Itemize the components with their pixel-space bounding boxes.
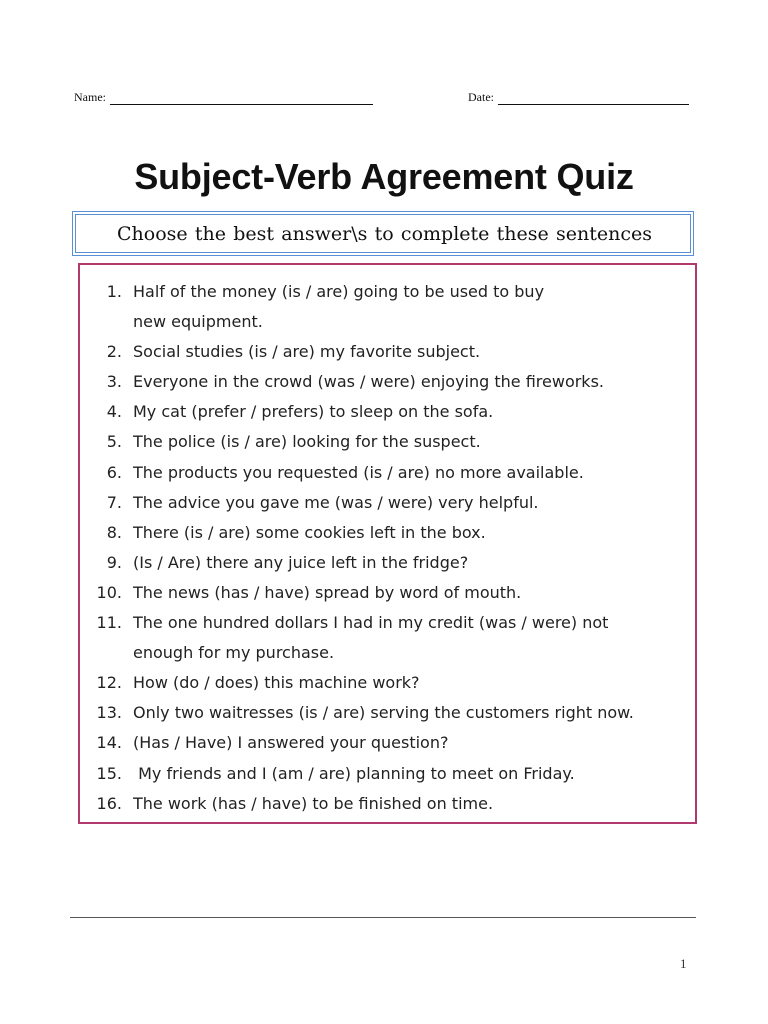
question-number: 16. xyxy=(96,793,122,813)
question-item xyxy=(80,789,695,819)
question-item xyxy=(80,668,695,698)
question-text: Social studies (is / are) my favorite subject. xyxy=(133,342,481,362)
question-number: 3. xyxy=(106,372,122,392)
name-blank-line xyxy=(110,90,373,105)
question-text: The products you requested (is / are) no more available. xyxy=(133,462,584,482)
question-text: The police (is / are) looking for the suspect. xyxy=(133,432,481,452)
question-number: 11. xyxy=(96,613,122,633)
question-number xyxy=(80,307,122,337)
question-item xyxy=(80,548,695,578)
question-item xyxy=(80,458,695,488)
question-item xyxy=(80,578,695,608)
question-text: My friends and I (am / are) planning to meet on Friday. xyxy=(133,763,575,783)
footer-divider xyxy=(70,917,696,918)
question-item-continuation xyxy=(80,638,695,668)
question-text: My cat (prefer / prefers) to sleep on the sofa. xyxy=(133,402,494,422)
question-number: 8. xyxy=(106,522,122,542)
question-number: 2. xyxy=(106,342,122,362)
question-item xyxy=(80,698,695,728)
question-text: Everyone in the crowd (was / were) enjoying the fireworks. xyxy=(133,372,604,392)
question-item xyxy=(80,367,695,397)
question-number: 10. xyxy=(96,582,122,602)
question-text: There (is / are) some cookies left in the box. xyxy=(133,522,486,542)
question-number: 4. xyxy=(106,402,122,422)
name-field xyxy=(74,90,373,105)
question-text: (Has / Have) I answered your question? xyxy=(133,733,449,753)
question-number: 15. xyxy=(96,763,122,783)
question-number: 5. xyxy=(106,432,122,452)
question-number: 6. xyxy=(106,462,122,482)
question-number: 7. xyxy=(106,492,122,512)
question-number: 13. xyxy=(96,703,122,723)
questions-list xyxy=(80,277,695,819)
question-number: 14. xyxy=(96,733,122,753)
question-number: 12. xyxy=(96,673,122,693)
question-text: (Is / Are) there any juice left in the fridge? xyxy=(133,552,469,572)
question-text: The advice you gave me (was / were) very helpful. xyxy=(133,492,539,512)
question-text: How (do / does) this machine work? xyxy=(133,673,420,693)
question-text: Only two waitresses (is / are) serving the customers right now. xyxy=(133,703,634,723)
question-text: new equipment. xyxy=(133,312,263,332)
name-label: Name: xyxy=(74,90,106,104)
question-item xyxy=(80,488,695,518)
date-field xyxy=(468,90,689,105)
date-blank-line xyxy=(498,90,689,105)
question-number: 1. xyxy=(106,282,122,301)
question-text: The one hundred dollars I had in my credit (was / were) not xyxy=(133,613,609,633)
question-number: 9. xyxy=(106,552,122,572)
date-label: Date: xyxy=(468,90,494,104)
question-item xyxy=(80,337,695,367)
question-number xyxy=(80,638,122,668)
page-title: Subject-Verb Agreement Quiz xyxy=(134,156,634,197)
question-item xyxy=(80,518,695,548)
question-text: enough for my purchase. xyxy=(133,643,335,663)
question-item xyxy=(80,397,695,427)
question-item xyxy=(80,277,695,307)
questions-box xyxy=(78,263,697,824)
question-text: Half of the money (is / are) going to be used to buy xyxy=(133,282,545,301)
instructions-box xyxy=(72,211,694,256)
instructions-text: Choose the best answer\s to complete these sentences xyxy=(117,223,652,245)
question-item-continuation xyxy=(80,307,695,337)
question-text: The news (has / have) spread by word of mouth. xyxy=(133,582,522,602)
question-item xyxy=(80,728,695,758)
question-item xyxy=(80,759,695,789)
question-text: The work (has / have) to be finished on time. xyxy=(133,793,494,813)
question-item xyxy=(80,427,695,457)
question-item xyxy=(80,608,695,638)
page-number: 1 xyxy=(680,956,687,971)
